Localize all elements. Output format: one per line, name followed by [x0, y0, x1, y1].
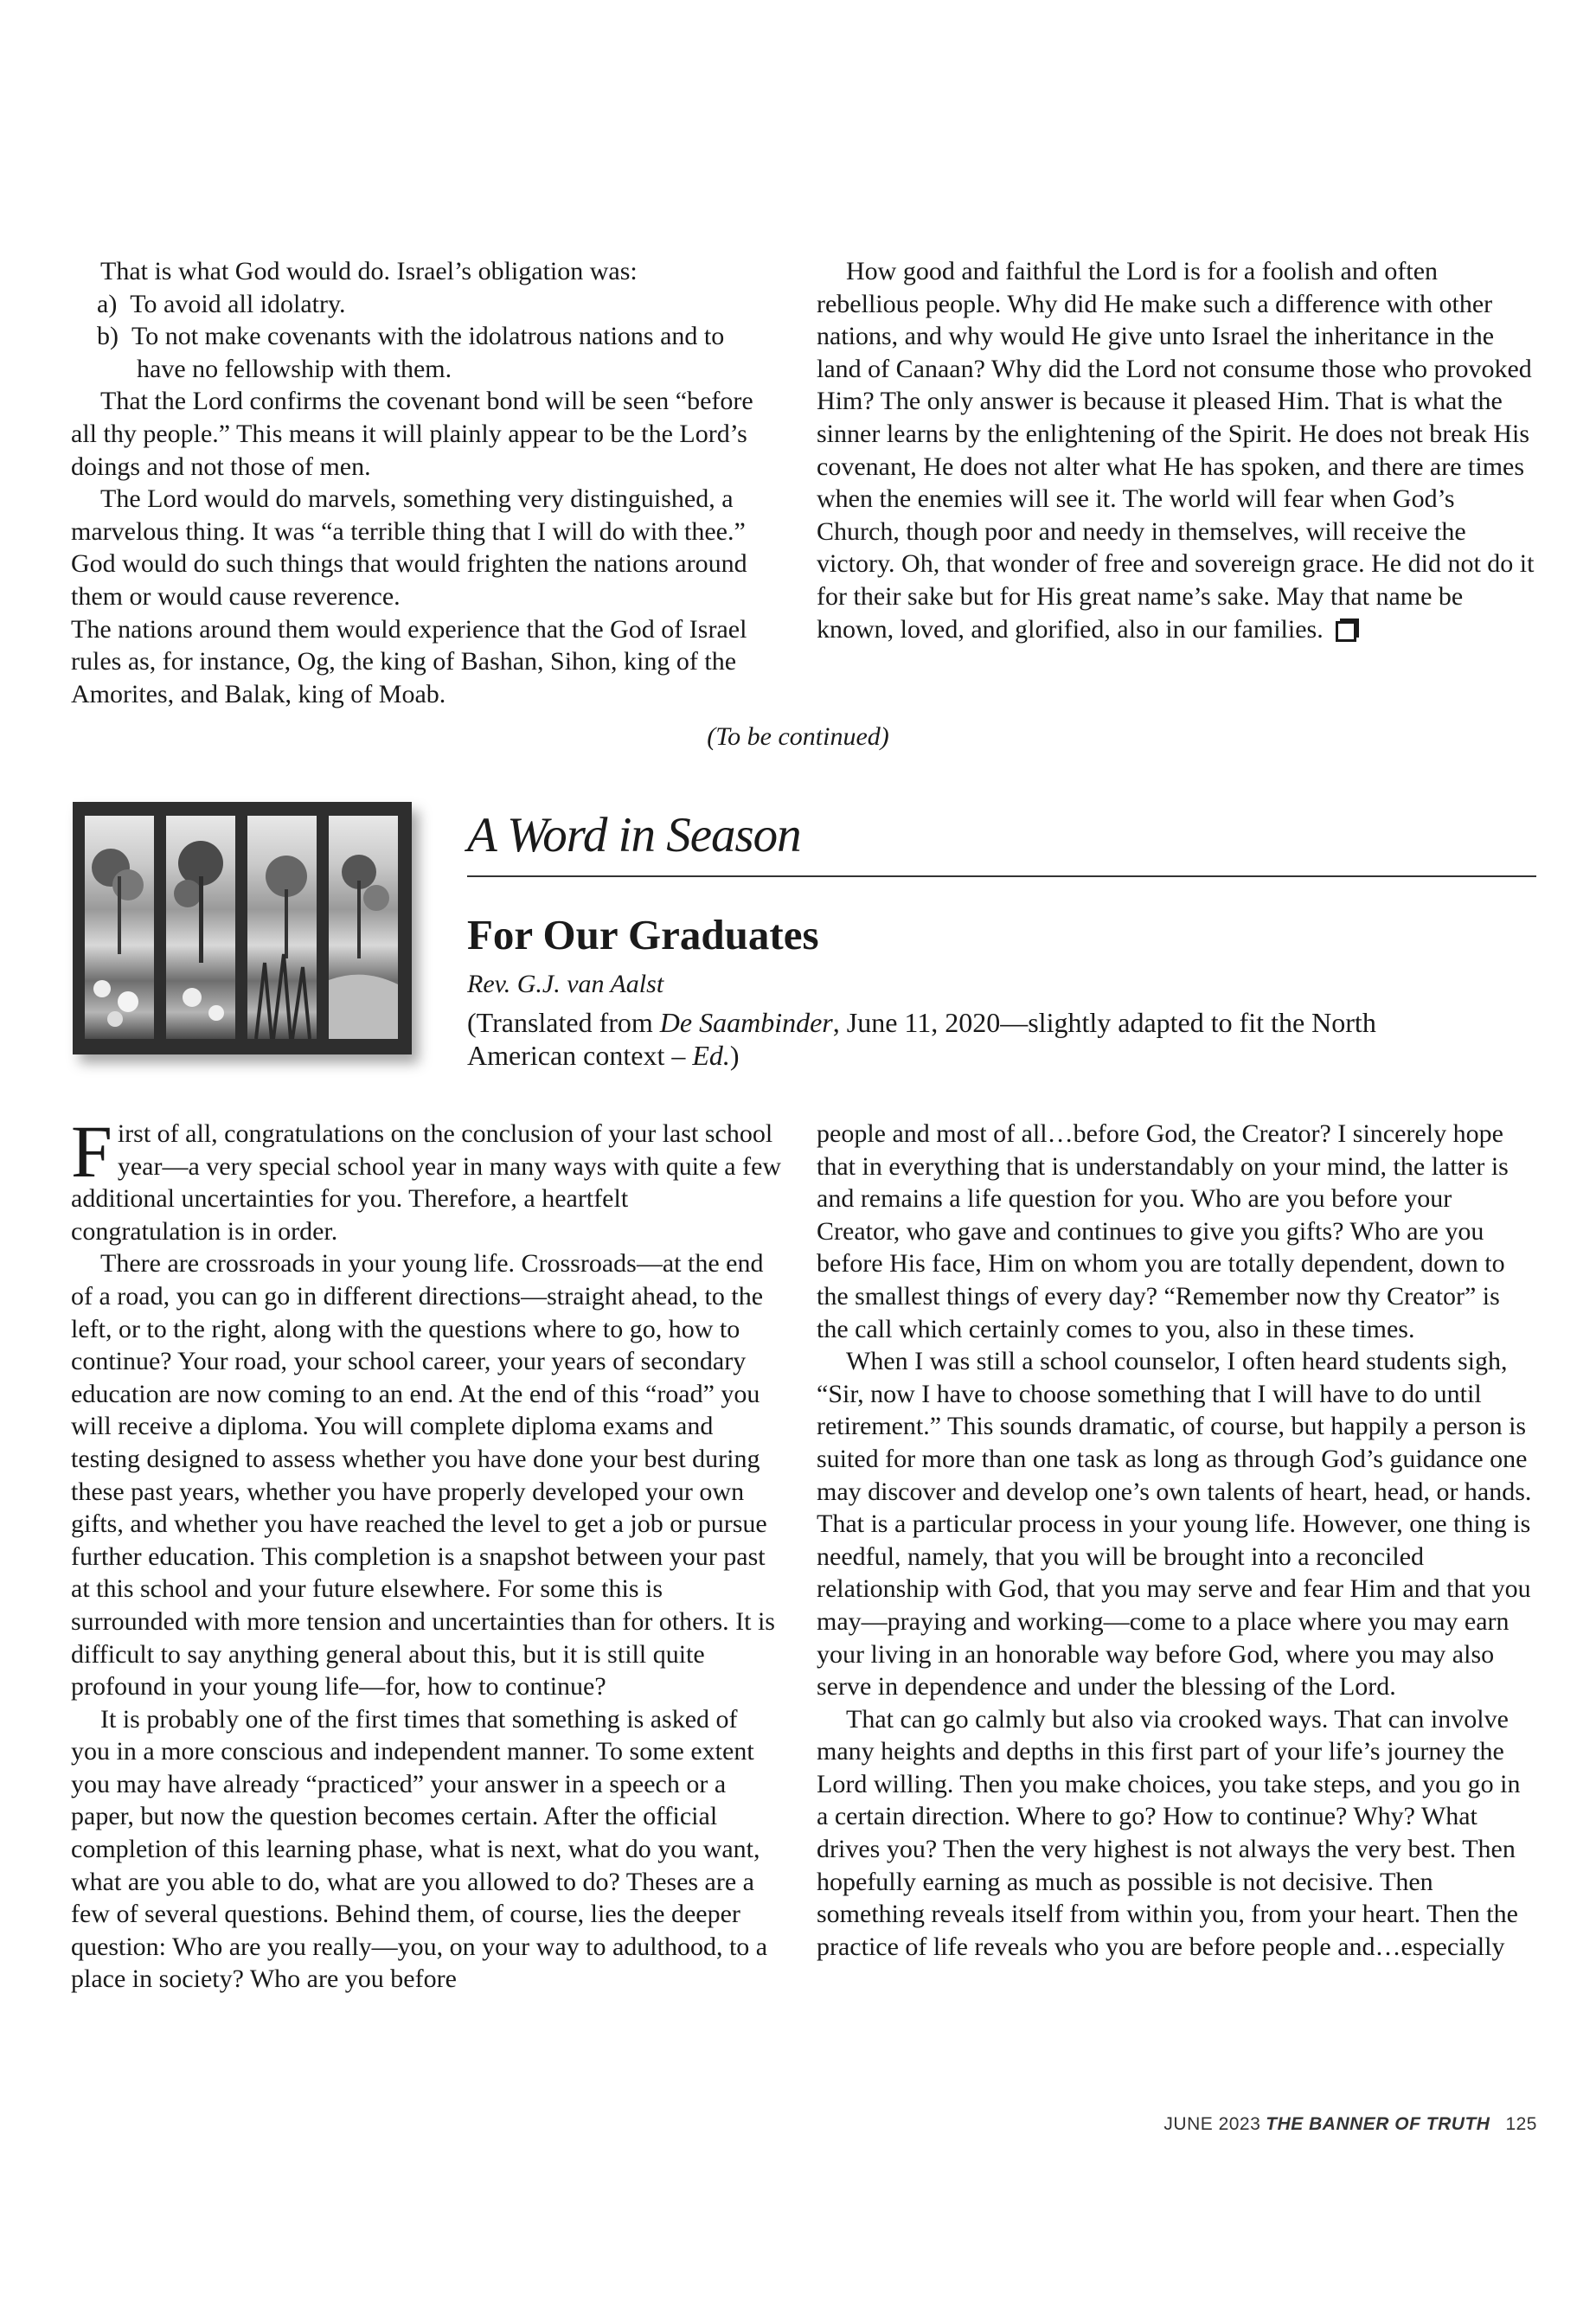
paragraph-text: people and most of all…before God, the Creator? I sincerely hope that in everything that is understandably on your mind, the latter is and remains a life question for you. Who are you before your Creator, who gave and continues to give you gifts? Who are you before His face, Him on whom you are totally dependent, down to the smallest things of every day? “Remember now thy Creator” is the call which certainly comes to you, also in these times.	[817, 1119, 1509, 1343]
paragraph	[71, 255, 773, 288]
top-right-column	[817, 255, 1535, 645]
paragraph	[817, 255, 1535, 645]
translation-text: )	[729, 1040, 740, 1071]
paragraph-text: When I was still a school counselor, I often heard students sigh, “Sir, now I have to choose something that I will have to do until retirement.” This sounds dramatic, of course, but happily a person is suited for more than one task as long as through God’s guidance one may discover and develop one’s own talents of heart, head, or hands. That is a particular process in your young life. However, one thing is needful, namely, that you will be brought into a reconciled relationship with God, that you may serve and fear Him and that you may—praying and working—come to a place where you may earn your living in an honorable way before God, where you may also serve in dependence and under the blessing of the Lord.	[817, 1347, 1532, 1702]
paragraph	[71, 288, 773, 321]
article-title: For Our Graduates	[467, 911, 819, 958]
paragraph-text: irst of all, congratulations on the conclusion of your last school year—a very special school year in many ways with quite a few additional uncertainties for you. Therefore, a heartfelt congratulation is in order.	[71, 1119, 782, 1246]
page-number: 125	[1505, 2114, 1537, 2134]
end-mark-icon	[1336, 621, 1356, 642]
paragraph	[71, 320, 773, 385]
paragraph-text: It is probably one of the first times that something is asked of you in a more conscious and independent manner. To some extent you may have already “practiced” your answer in a speech or a paper, but now the question becomes certain. After the official completion of this learning phase, what is next, what do you want, what are you able to do, what are you allowed to do? Theses are a few of several questions. Behind them, of course, lies the deeper question: Who are you really—you, on your way to adulthood, to a place in society? Who are you before	[71, 1704, 768, 1994]
paragraph	[71, 483, 773, 612]
paragraph-text: a) To avoid all idolatry.	[97, 289, 346, 318]
paragraph-text: That can go calmly but also via crooked ways. That can involve many heights and depths in this first part of your life’s journey the Lord willing. Then you make choices, you take steps, and you go in a certain direction. Where to go? How to continue? Why? What drives you? Then the very highest is not always the very best. Then hopefully earning as much as possible is not decisive. Then something reveals itself from within you, from your heart. Then the practice of life reveals who you are before people and…especially	[817, 1704, 1521, 1961]
footer-date: JUNE 2023	[1163, 2114, 1261, 2134]
paragraph-text: That is what God would do. Israel’s obligation was:	[100, 257, 638, 285]
paragraph-text: That the Lord confirms the covenant bond will be seen “before all thy people.” This means it will plainly appear to be the Lord’s doings and not those of men.	[71, 387, 753, 481]
paragraph	[71, 1110, 782, 1247]
painting-image	[73, 802, 412, 1054]
translation-editor: Ed.	[692, 1040, 730, 1071]
paragraph	[71, 385, 773, 483]
paragraph	[817, 1703, 1535, 1964]
page-footer	[1163, 2114, 1537, 2135]
top-left-column	[71, 255, 773, 710]
paragraph	[71, 1703, 782, 1996]
paragraph-text: How good and faithful the Lord is for a foolish and often rebellious people. Why did He make such a difference with other nations, and why would He give unto Israel the inheritance in the land of Canaan? Why did the Lord not consume those who provoked Him? The only answer is because it pleased Him. That is what the sinner learns by the enlightening of the Spirit. He does not break His covenant, He does not alter what He has spoken, and there are times when the enemies will see it. The world will fear when God’s Church, though poor and needy in themselves, will receive the victory. Oh, that wonder of free and sovereign grace. He did not do it for their sake but for His great name’s sake. May that name be known, loved, and glorified, also in our families.	[817, 257, 1535, 644]
drop-cap: F	[71, 1110, 112, 1193]
to-be-continued: (To be continued)	[707, 722, 889, 751]
paragraph-text: The Lord would do marvels, something very distinguished, a marvelous thing. It was “a terrible thing that I will do with thee.” God would do such things that would frighten the nations around them or would cause reverence.	[71, 484, 747, 611]
painting-panel	[329, 816, 398, 1039]
divider	[467, 875, 1536, 877]
paragraph-text: The nations around them would experience that the God of Israel rules as, for instance, Og, the king of Bashan, Sihon, king of the Amorites, and Balak, king of Moab.	[71, 614, 747, 708]
paragraph	[71, 613, 773, 711]
paragraph	[817, 1345, 1535, 1703]
article-author: Rev. G.J. van Aalst	[467, 970, 664, 998]
painting-panel	[247, 816, 317, 1039]
article-left-column	[71, 1110, 782, 1996]
painting-panel	[166, 816, 235, 1039]
translation-text: , June 11, 2020—slightly adapted to fit the North American context –	[467, 1007, 1376, 1071]
paragraph-text: b) To not make covenants with the idolatrous nations and to have no fellowship with them.	[97, 322, 725, 383]
translation-source: De Saambinder	[659, 1007, 833, 1038]
paragraph	[817, 1118, 1535, 1345]
paragraph	[71, 1247, 782, 1702]
paragraph-text: There are crossroads in your young life. Crossroads—at the end of a road, you can go in different directions—straight ahead, to the left, or to the right, along with the questions where to go, how to continue? Your road, your school career, your years of secondary education are now coming to an end. At the end of this “road” you will receive a diploma. You will complete diploma exams and testing designed to assess whether you have done your best during these past years, whether you have properly developed your own gifts, and whether you have reached the level to get a job or pursue further education. This completion is a snapshot between your past at this school and your future elsewhere. For some this is surrounded with more tension and uncertainties than for others. It is difficult to say anything general about this, but it is still quite profound in your young life—for, how to continue?	[71, 1249, 775, 1702]
footer-publication: THE BANNER OF TRUTH	[1266, 2114, 1490, 2134]
section-heading: A Word in Season	[467, 808, 801, 862]
painting-panel	[85, 816, 154, 1039]
article-right-column	[817, 1118, 1535, 1963]
translation-text: (Translated from	[467, 1007, 660, 1038]
translation-note	[467, 1006, 1419, 1072]
